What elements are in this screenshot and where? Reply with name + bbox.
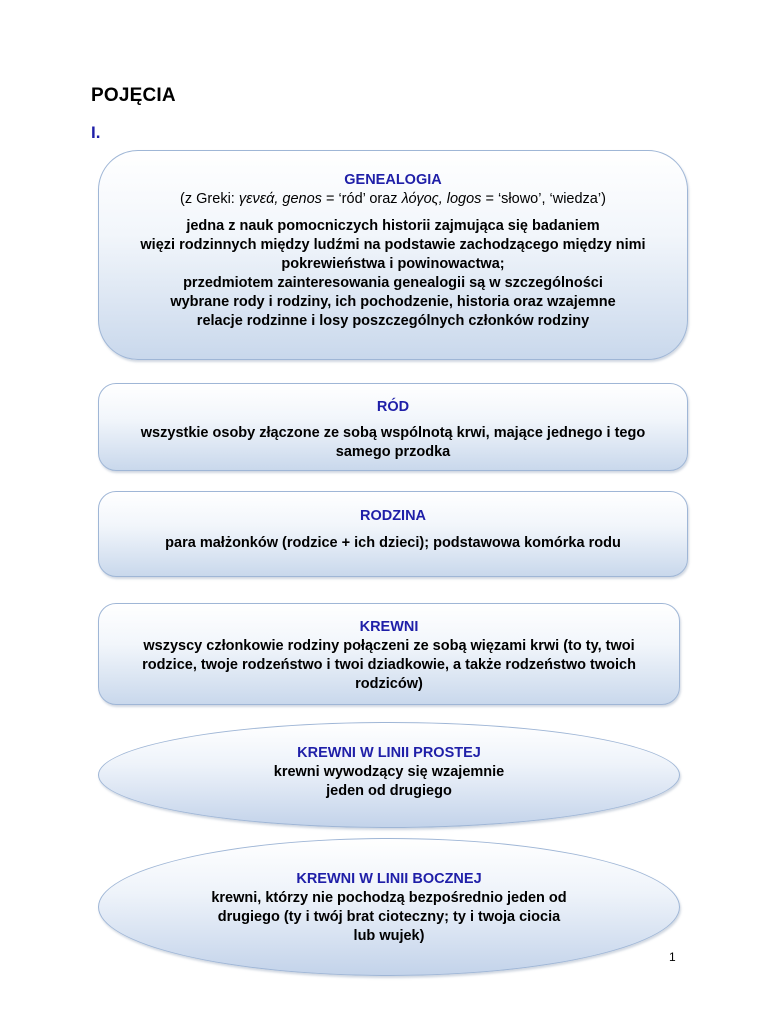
krewni-prosta-line: krewni wywodzący się wzajemnie	[273, 764, 505, 780]
genealogia-line: pokrewieństwa i powinowactwa;	[281, 256, 505, 272]
genealogia-line: więzi rodzinnych między ludźmi na podstawie zachodzącego między nimi	[140, 237, 646, 253]
genealogia-line: relacje rodzinne i losy poszczególnych członków rodziny	[196, 313, 590, 329]
etymology-greek-genos: γενεά, genos	[238, 191, 322, 207]
genealogia-etymology	[99, 190, 687, 209]
krewni-boczna-heading: KREWNI W LINII BOCZNEJ	[296, 871, 482, 887]
krewni-prosta-heading: KREWNI W LINII PROSTEJ	[297, 745, 481, 761]
rodzina-heading: RODZINA	[359, 508, 427, 524]
krewni-heading: KREWNI	[359, 619, 419, 635]
krewni-line: rodzice, twoje rodzeństwo i twoi dziadkowie, a także rodzeństwo twoich	[142, 657, 636, 673]
krewni-box	[98, 603, 680, 705]
krewni-boczna-line: lub wujek)	[353, 928, 425, 944]
etymology-greek-logos: λόγος, logos	[401, 191, 482, 207]
rod-heading: RÓD	[376, 399, 410, 415]
rodzina-box	[98, 491, 688, 577]
genealogia-line: wybrane rody i rodziny, ich pochodzenie, historia oraz wzajemne	[170, 294, 616, 310]
genealogia-line: jedna z nauk pomocniczych historii zajmująca się badaniem	[186, 218, 600, 234]
etymology-prefix: (z Greki:	[180, 191, 239, 207]
krewni-prosta-line: jeden od drugiego	[326, 783, 452, 799]
genealogia-line: przedmiotem zainteresowania genealogii są w szczególności	[183, 275, 603, 291]
krewni-line: rodziców)	[355, 676, 423, 692]
rod-line: wszystkie osoby złączone ze sobą wspólnotą krwi, mające jednego i tego	[140, 425, 646, 441]
page-number: 1	[669, 950, 676, 964]
krewni-boczna-line: krewni, którzy nie pochodzą bezpośrednio jeden od	[211, 890, 567, 906]
etymology-mid-1: = ‘ród’ oraz	[321, 191, 402, 207]
page-title: POJĘCIA	[91, 85, 176, 106]
rod-box	[98, 383, 688, 471]
krewni-prosta-ellipse	[98, 722, 680, 828]
krewni-boczna-ellipse	[98, 838, 680, 976]
krewni-boczna-line: drugiego (ty i twój brat cioteczny; ty i twoja ciocia	[217, 909, 561, 925]
krewni-line: wszyscy członkowie rodziny połączeni ze sobą więzami krwi (to ty, twoi	[143, 638, 635, 654]
etymology-mid-2: = ‘słowo’, ‘wiedza’)	[481, 191, 606, 207]
section-number: I.	[91, 123, 101, 142]
rod-line: samego przodka	[335, 444, 451, 460]
genealogia-heading: GENEALOGIA	[344, 172, 442, 188]
genealogia-box	[98, 150, 688, 360]
rodzina-line: para małżonków (rodzice + ich dzieci); podstawowa komórka rodu	[165, 535, 621, 551]
